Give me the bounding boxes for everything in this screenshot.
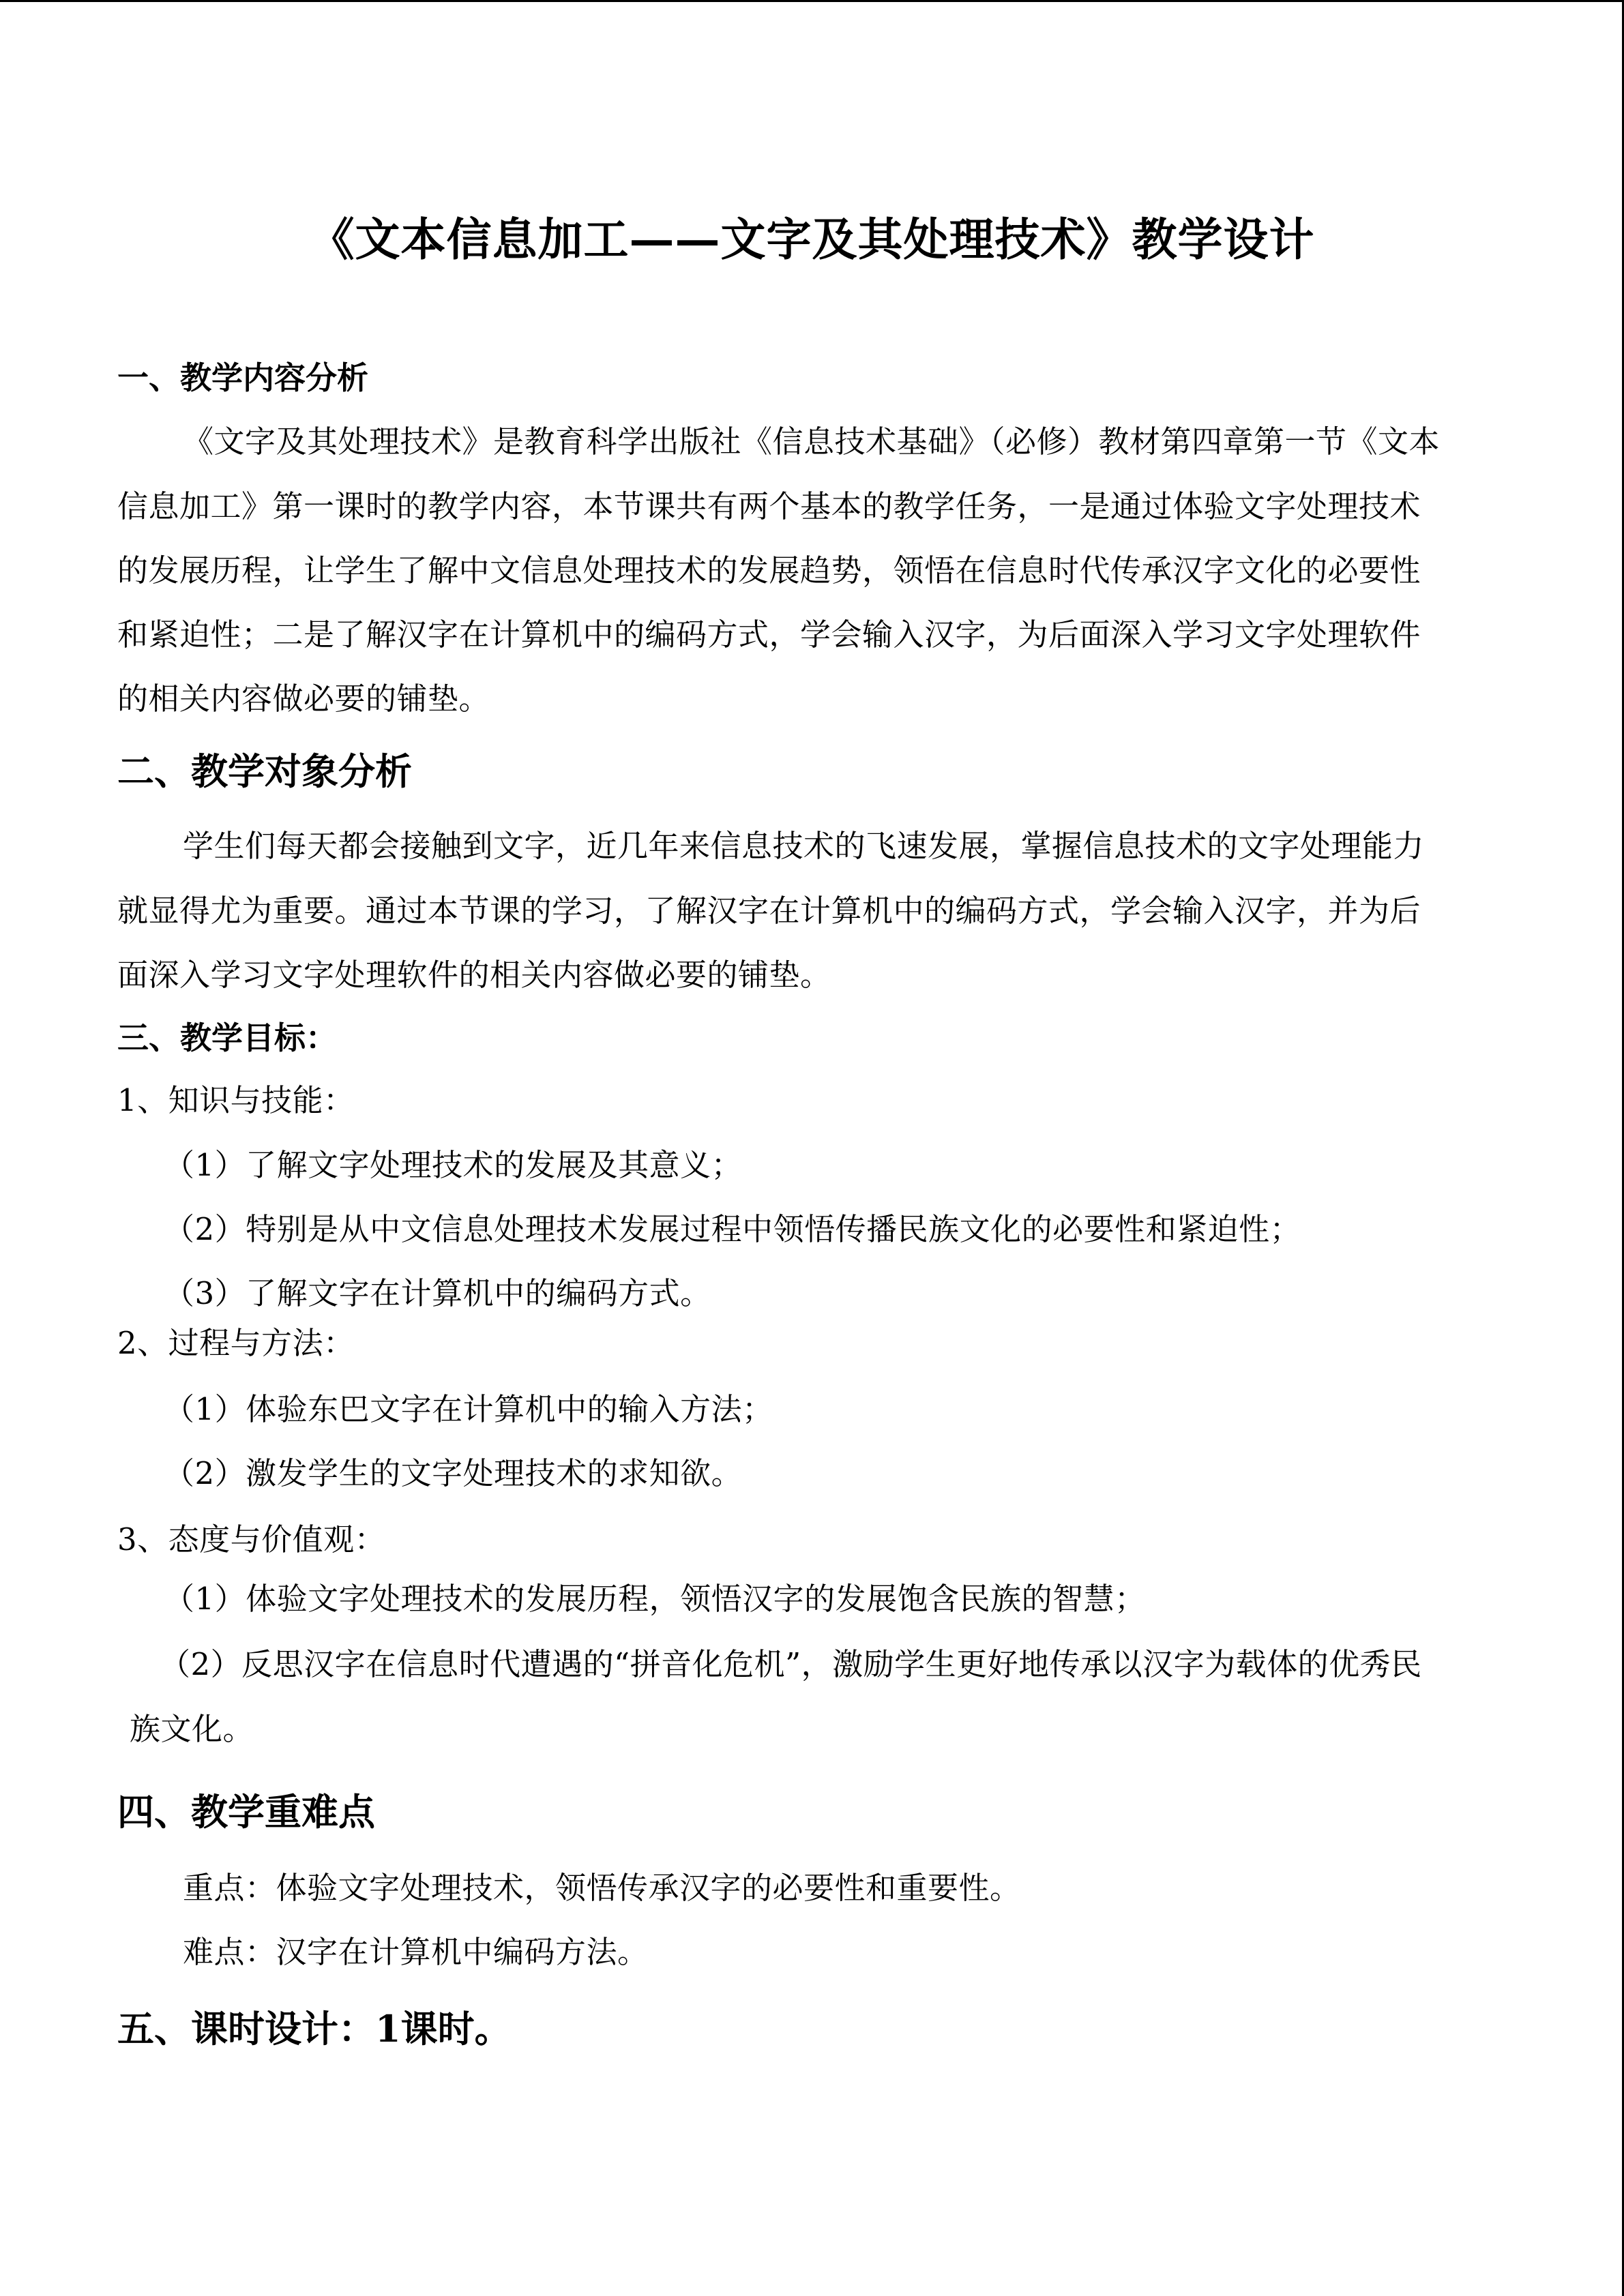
paragraph-line: 信息加工》第一课时的教学内容，本节课共有两个基本的教学任务，一是通过体验文字处理技术 <box>117 488 1421 524</box>
paragraph-line: 学生们每天都会接触到文字，近几年来信息技术的飞速发展，掌握信息技术的文字处理能力 <box>183 828 1425 864</box>
objective-item: （2）激发学生的文字处理技术的求知欲。 <box>164 1455 743 1491</box>
objective-item: （1）了解文字处理技术的发展及其意义； <box>164 1147 743 1183</box>
paragraph-line: 《文字及其处理技术》是教育科学出版社《信息技术基础》（必修）教材第四章第一节《文本 <box>183 423 1441 460</box>
document-title: 《文本信息加工——文字及其处理技术》教学设计 <box>309 213 1315 266</box>
section-heading-objectives: 三、教学目标： <box>117 1019 337 1056</box>
objective-group-label: 1、知识与技能： <box>117 1082 355 1118</box>
objective-group-label: 3、态度与价值观： <box>117 1521 386 1557</box>
paragraph-line: 的发展历程，让学生了解中文信息处理技术的发展趋势，领悟在信息时代传承汉字文化的必要性 <box>117 552 1421 588</box>
key-point-line: 重点：体验文字处理技术，领悟传承汉字的必要性和重要性。 <box>183 1870 1021 1906</box>
objective-item-continuation: 族文化。 <box>130 1711 254 1747</box>
objective-item: （1）体验文字处理技术的发展历程，领悟汉字的发展饱含民族的智慧； <box>164 1581 1146 1617</box>
section-heading-audience-analysis: 二、教学对象分析 <box>117 749 412 793</box>
page-border-top <box>0 0 1624 2</box>
section-heading-key-points: 四、教学重难点 <box>117 1790 375 1834</box>
objective-group-label: 2、过程与方法： <box>117 1325 355 1361</box>
section-heading-schedule: 五、课时设计：1课时。 <box>117 2007 512 2051</box>
difficulty-line: 难点：汉字在计算机中编码方法。 <box>183 1934 649 1970</box>
section-heading-content-analysis: 一、教学内容分析 <box>117 359 368 396</box>
objective-item: （2）特别是从中文信息处理技术发展过程中领悟传播民族文化的必要性和紧迫性； <box>164 1211 1301 1247</box>
paragraph-line: 面深入学习文字处理软件的相关内容做必要的铺垫。 <box>117 957 831 993</box>
objective-item: （1）体验东巴文字在计算机中的输入方法； <box>164 1391 773 1427</box>
objective-item: （2）反思汉字在信息时代遭遇的“拼音化危机”，激励学生更好地传承以汉字为载体的优秀民 <box>160 1646 1422 1682</box>
paragraph-line: 的相关内容做必要的铺垫。 <box>117 681 490 717</box>
paragraph-line: 和紧迫性；二是了解汉字在计算机中的编码方式，学会输入汉字，为后面深入学习文字处理软件 <box>117 616 1421 653</box>
paragraph-line: 就显得尤为重要。通过本节课的学习，了解汉字在计算机中的编码方式，学会输入汉字，并为后 <box>117 893 1421 929</box>
objective-item: （3）了解文字在计算机中的编码方式。 <box>164 1275 711 1311</box>
